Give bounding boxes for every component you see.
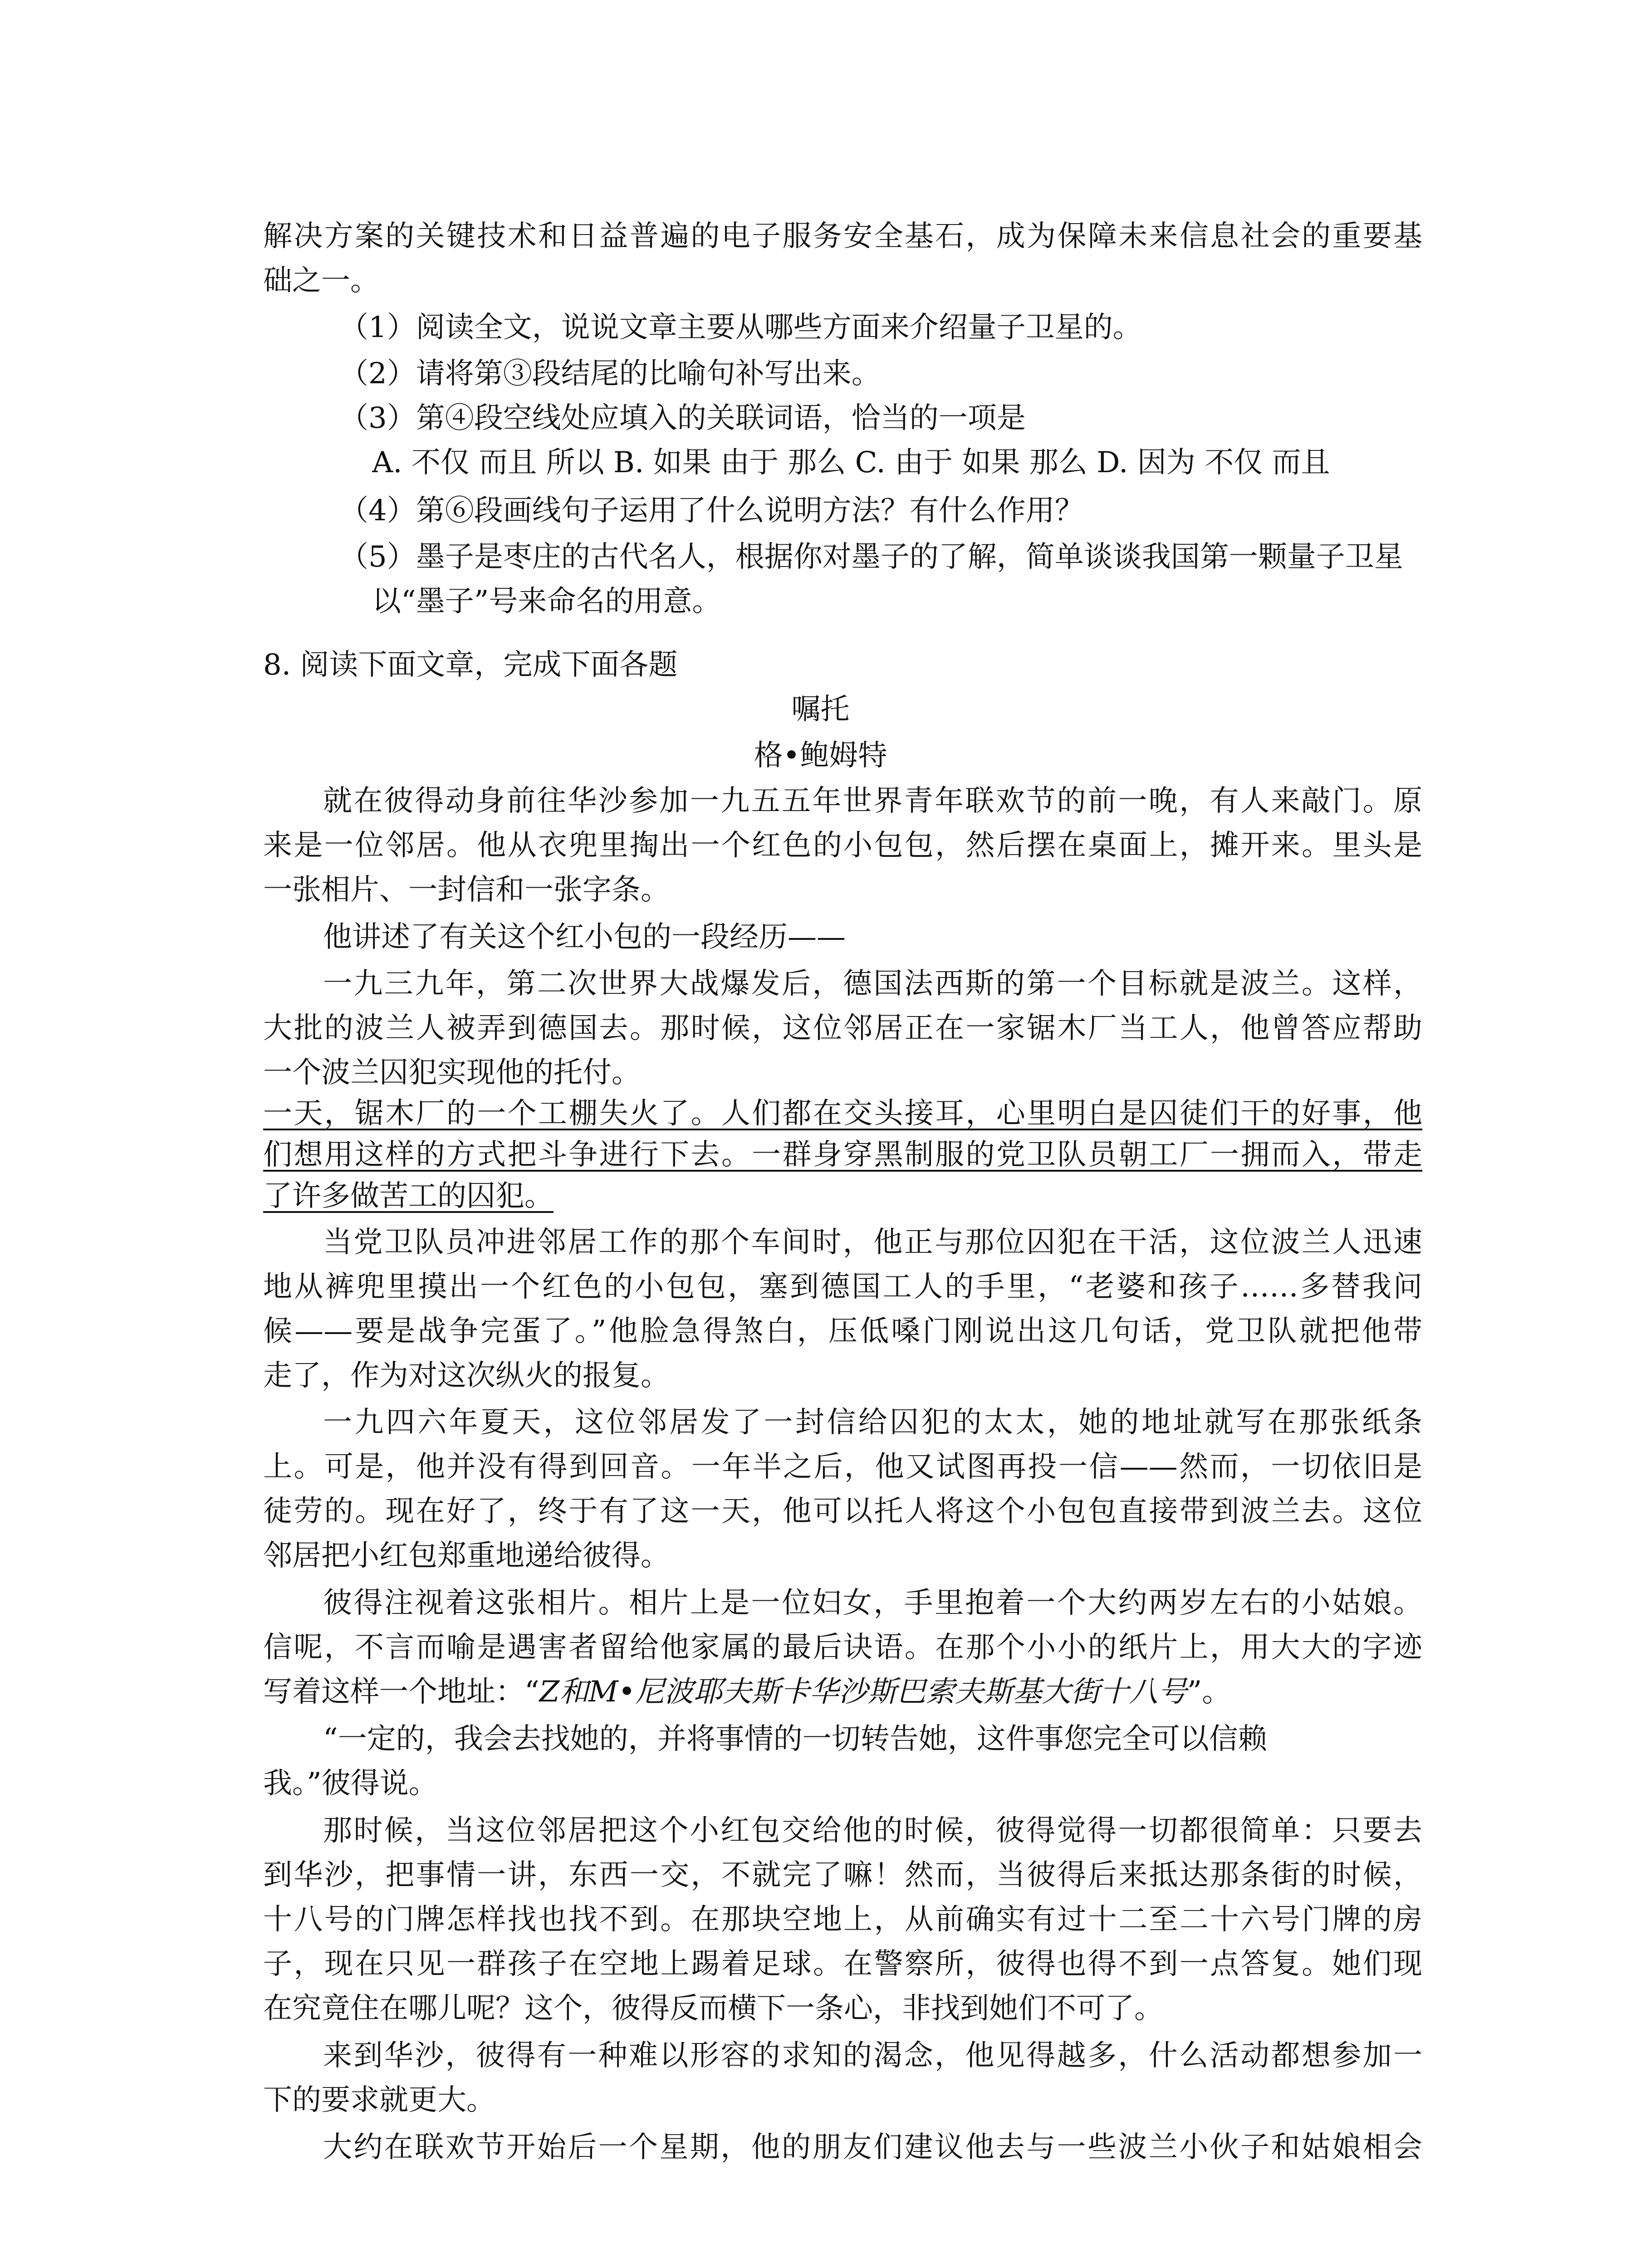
address-prefix: 写着这样一个地址：“ bbox=[263, 1675, 539, 1709]
article-tail-line: 础之一。 bbox=[263, 264, 379, 298]
paragraph-line: 就在彼得动身前往华沙参加一九五五年世界青年联欢节的前一晚，有人来敲门。原 bbox=[323, 784, 1422, 818]
article-title: 嘱托 bbox=[791, 693, 850, 726]
paragraph-line: 在究竟住在哪儿呢？这个，彼得反而横下一条心，非找到她们不可了。 bbox=[263, 1992, 1163, 2025]
paragraph-line: 来到华沙，彼得有一种难以形容的求知的渴念，他见得越多，什么活动都想参加一 bbox=[323, 2039, 1422, 2072]
paragraph-line: 徒劳的。现在好了，终于有了这一天，他可以托人将这个小包包直接带到波兰去。这位 bbox=[263, 1495, 1422, 1528]
question-7-3: （3）第④段空线处应填入的关联词语，恰当的一项是 bbox=[339, 401, 1026, 435]
paragraph-line: 到华沙，把事情一讲，东西一交，不就完了嘛！然而，当彼得后来抵达那条街的时候， bbox=[263, 1858, 1422, 1892]
article-tail-line: 解决方案的关键技术和日益普遍的电子服务安全基石，成为保障未来信息社会的重要基 bbox=[263, 220, 1422, 253]
paragraph-line: 子，现在只见一群孩子在空地上踢着足球。在警察所，彼得也得不到一点答复。她们现 bbox=[263, 1947, 1422, 1981]
paragraph-line: 一九四六年夏天，这位邻居发了一封信给囚犯的太太，她的地址就写在那张纸条 bbox=[323, 1406, 1422, 1439]
question-7-2: （2）请将第③段结尾的比喻句补写出来。 bbox=[339, 357, 881, 391]
question-8-heading: 8. 阅读下面文章，完成下面各题 bbox=[263, 648, 678, 682]
question-7-4: （4）第⑥段画线句子运用了什么说明方法？有什么作用？ bbox=[339, 494, 1084, 528]
question-7-5-continued: 以“墨子”号来命名的用意。 bbox=[372, 585, 721, 618]
paragraph-line: “一定的，我会去找她的，并将事情的一切转告她，这件事您完全可以信赖 bbox=[323, 1722, 1267, 1756]
paragraph-line: 当党卫队员冲进邻居工作的那个车间时，他正与那位囚犯在干活，这位波兰人迅速 bbox=[323, 1226, 1422, 1259]
paragraph-line: 他讲述了有关这个红小包的一段经历—— bbox=[323, 920, 846, 954]
paragraph-line: 一个波兰囚犯实现他的托付。 bbox=[263, 1056, 641, 1090]
article-author: 格•鲍姆特 bbox=[754, 739, 887, 772]
underlined-line: 一天，锯木厂的一个工棚失火了。人们都在交头接耳，心里明白是囚徒们干的好事，他 bbox=[263, 1097, 1422, 1130]
paragraph-line: 走了，作为对这次纵火的报复。 bbox=[263, 1359, 670, 1393]
paragraph-line: 那时候，当这位邻居把这个小红包交给他的时候，彼得觉得一切都很简单：只要去 bbox=[323, 1814, 1422, 1848]
paragraph-line: 邻居把小红包郑重地递给彼得。 bbox=[263, 1539, 670, 1573]
address-suffix: ”。 bbox=[1187, 1675, 1231, 1709]
paragraph-line: 地从裤兜里摸出一个红色的小包包，塞到德国工人的手里，“老婆和孩子……多替我问 bbox=[263, 1270, 1422, 1304]
paragraph-line: 上。可是，他并没有得到回音。一年半之后，他又试图再投一信——然而，一切依旧是 bbox=[263, 1450, 1422, 1484]
paragraph-line: 十八号的门牌怎样找也找不到。在那块空地上，从前确实有过十二至二十六号门牌的房 bbox=[263, 1903, 1422, 1936]
paragraph-line: 下的要求就更大。 bbox=[263, 2083, 495, 2117]
address-text: Z和M•尼波耶夫斯卡华沙斯巴索夫斯基大街十八号 bbox=[539, 1675, 1187, 1709]
paragraph-line: 大约在联欢节开始后一个星期，他的朋友们建议他去与一些波兰小伙子和姑娘相会 bbox=[323, 2131, 1422, 2164]
question-7-5: （5）墨子是枣庄的古代名人，根据你对墨子的了解，简单谈谈我国第一颗量子卫星 bbox=[339, 540, 1403, 574]
paragraph-line: 一张相片、一封信和一张字条。 bbox=[263, 873, 670, 907]
paragraph-line: 来是一位邻居。他从衣兜里掏出一个红色的小包包，然后摆在桌面上，摊开来。里头是 bbox=[263, 829, 1422, 862]
paragraph-line: 我。”彼得说。 bbox=[263, 1767, 438, 1800]
underlined-line: 了许多做苦工的囚犯。 bbox=[263, 1179, 554, 1213]
paragraph-line: 信呢，不言而喻是遇害者留给他家属的最后诀语。在那个小小的纸片上，用大大的字迹 bbox=[263, 1631, 1422, 1664]
paragraph-line-address bbox=[263, 1671, 1422, 1713]
underlined-line: 们想用这样的方式把斗争进行下去。一群身穿黑制服的党卫队员朝工厂一拥而入，带走 bbox=[263, 1138, 1422, 1172]
paragraph-line: 一九三九年，第二次世界大战爆发后，德国法西斯的第一个目标就是波兰。这样， bbox=[323, 967, 1422, 1001]
paragraph-line: 彼得注视着这张相片。相片上是一位妇女，手里抱着一个大约两岁左右的小姑娘。 bbox=[323, 1586, 1422, 1620]
paragraph-line: 候——要是战争完蛋了。”他脸急得煞白，压低嗓门刚说出这几句话，党卫队就把他带 bbox=[263, 1315, 1422, 1348]
question-7-1: （1）阅读全文，说说文章主要从哪些方面来介绍量子卫星的。 bbox=[339, 311, 1142, 344]
paragraph-line: 大批的波兰人被弄到德国去。那时候，这位邻居正在一家锯木厂当工人，他曾答应帮助 bbox=[263, 1012, 1422, 1045]
question-7-3-options: A. 不仅 而且 所以 B. 如果 由于 那么 C. 由于 如果 那么 D. 因为 不仅 而且 bbox=[372, 446, 1330, 479]
